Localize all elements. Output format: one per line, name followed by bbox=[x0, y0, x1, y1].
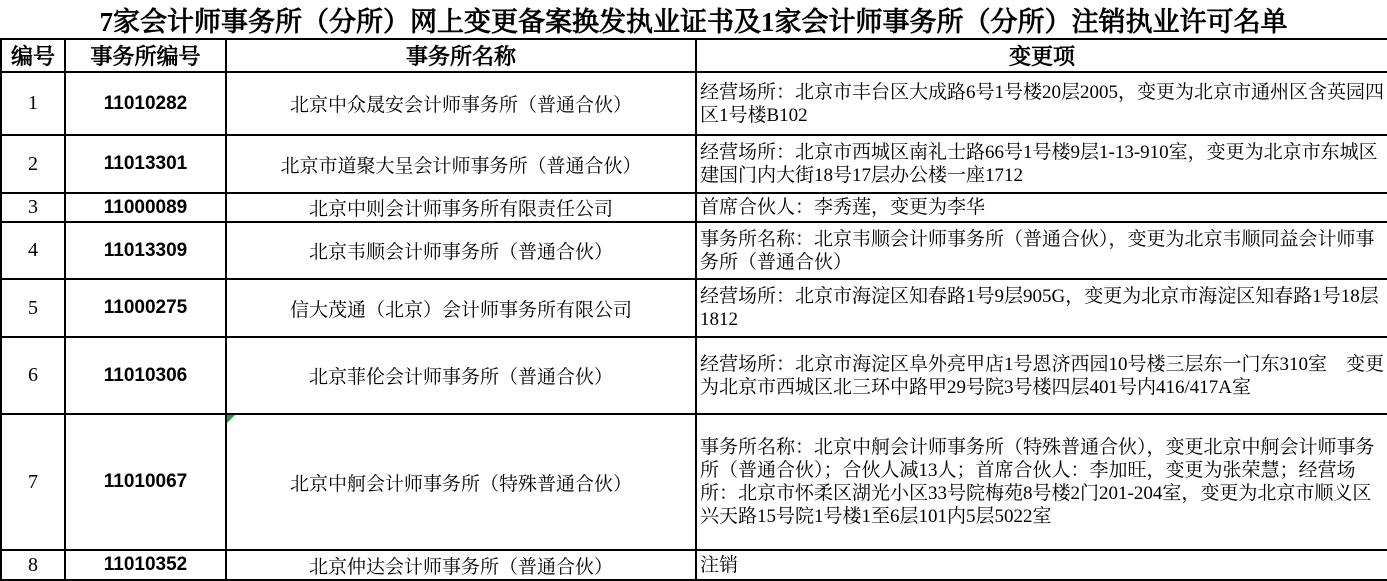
cell-code: 11010306 bbox=[65, 337, 226, 414]
cell-name: 北京菲伦会计师事务所（普通合伙） bbox=[226, 337, 696, 414]
cell-change: 注销 bbox=[696, 550, 1387, 580]
cell-name: 北京中则会计师事务所有限责任公司 bbox=[226, 193, 696, 222]
cell-no: 1 bbox=[1, 72, 65, 135]
page-title: 7家会计师事务所（分所）网上变更备案换发执业证书及1家会计师事务所（分所）注销执业许可名单 bbox=[99, 6, 1288, 37]
cell-no: 6 bbox=[1, 337, 65, 414]
header-row bbox=[1, 39, 1387, 72]
cell-code: 11000089 bbox=[65, 193, 226, 222]
table-row bbox=[1, 279, 1387, 337]
cell-code: 11013309 bbox=[65, 222, 226, 279]
cell-change: 首席合伙人：李秀莲，变更为李华 bbox=[696, 193, 1387, 222]
change-list-table bbox=[0, 38, 1387, 581]
cell-change: 事务所名称：北京韦顺会计师事务所（普通合伙），变更为北京韦顺同益会计师事务所（普通合伙） bbox=[696, 222, 1387, 279]
cell-no: 8 bbox=[1, 550, 65, 580]
green-corner-flag-icon bbox=[227, 415, 235, 423]
cell-code: 11010067 bbox=[65, 414, 226, 550]
cell-change: 经营场所：北京市海淀区阜外亮甲店1号恩济西园10号楼三层东一门东310室 变更为北京市西城区北三环中路甲29号院3号楼四层401号内416/417A室 bbox=[696, 337, 1387, 414]
cell-no: 2 bbox=[1, 135, 65, 193]
table-row bbox=[1, 72, 1387, 135]
cell-no: 4 bbox=[1, 222, 65, 279]
cell-code: 11010352 bbox=[65, 550, 226, 580]
cell-code: 11010282 bbox=[65, 72, 226, 135]
cell-name: 信大茂通（北京）会计师事务所有限公司 bbox=[226, 279, 696, 337]
cell-code: 11000275 bbox=[65, 279, 226, 337]
table-row bbox=[1, 193, 1387, 222]
table-row bbox=[1, 222, 1387, 279]
column-header-code: 事务所编号 bbox=[65, 39, 226, 72]
cell-name bbox=[226, 414, 696, 550]
cell-no: 5 bbox=[1, 279, 65, 337]
cell-name: 北京市道聚大呈会计师事务所（普通合伙） bbox=[226, 135, 696, 193]
cell-name: 北京仲达会计师事务所（普通合伙） bbox=[226, 550, 696, 580]
cell-no: 3 bbox=[1, 193, 65, 222]
cell-name-text: 北京中舸会计师事务所（特殊普通合伙） bbox=[289, 473, 632, 495]
cell-change: 经营场所：北京市海淀区知春路1号9层905G，变更为北京市海淀区知春路1号18层1812 bbox=[696, 279, 1387, 337]
column-header-change: 变更项 bbox=[696, 39, 1387, 72]
table-row bbox=[1, 337, 1387, 414]
column-header-no: 编号 bbox=[1, 39, 65, 72]
table-row bbox=[1, 550, 1387, 580]
table-row bbox=[1, 135, 1387, 193]
cell-no: 7 bbox=[1, 414, 65, 550]
table-row bbox=[1, 414, 1387, 550]
cell-change: 事务所名称：北京中舸会计师事务所（特殊普通合伙），变更北京中舸会计师事务所（普通合伙）；合伙人减13人；首席合伙人：李加旺，变更为张荣慧；经营场所：北京市怀柔区湖光小区33号院梅苑8号楼2门201-204室，变更为北京市顺义区兴天路15号院1号楼1至6层101内5层5022室 bbox=[696, 414, 1387, 550]
column-header-name: 事务所名称 bbox=[226, 39, 696, 72]
cell-code: 11013301 bbox=[65, 135, 226, 193]
cell-change: 经营场所：北京市丰台区大成路6号1号楼20层2005，变更为北京市通州区含英园四区1号楼B102 bbox=[696, 72, 1387, 135]
cell-name: 北京韦顺会计师事务所（普通合伙） bbox=[226, 222, 696, 279]
cell-name: 北京中众晟安会计师事务所（普通合伙） bbox=[226, 72, 696, 135]
cell-change: 经营场所：北京市西城区南礼士路66号1号楼9层1-13-910室，变更为北京市东城区建国门内大街18号17层办公楼一座1712 bbox=[696, 135, 1387, 193]
